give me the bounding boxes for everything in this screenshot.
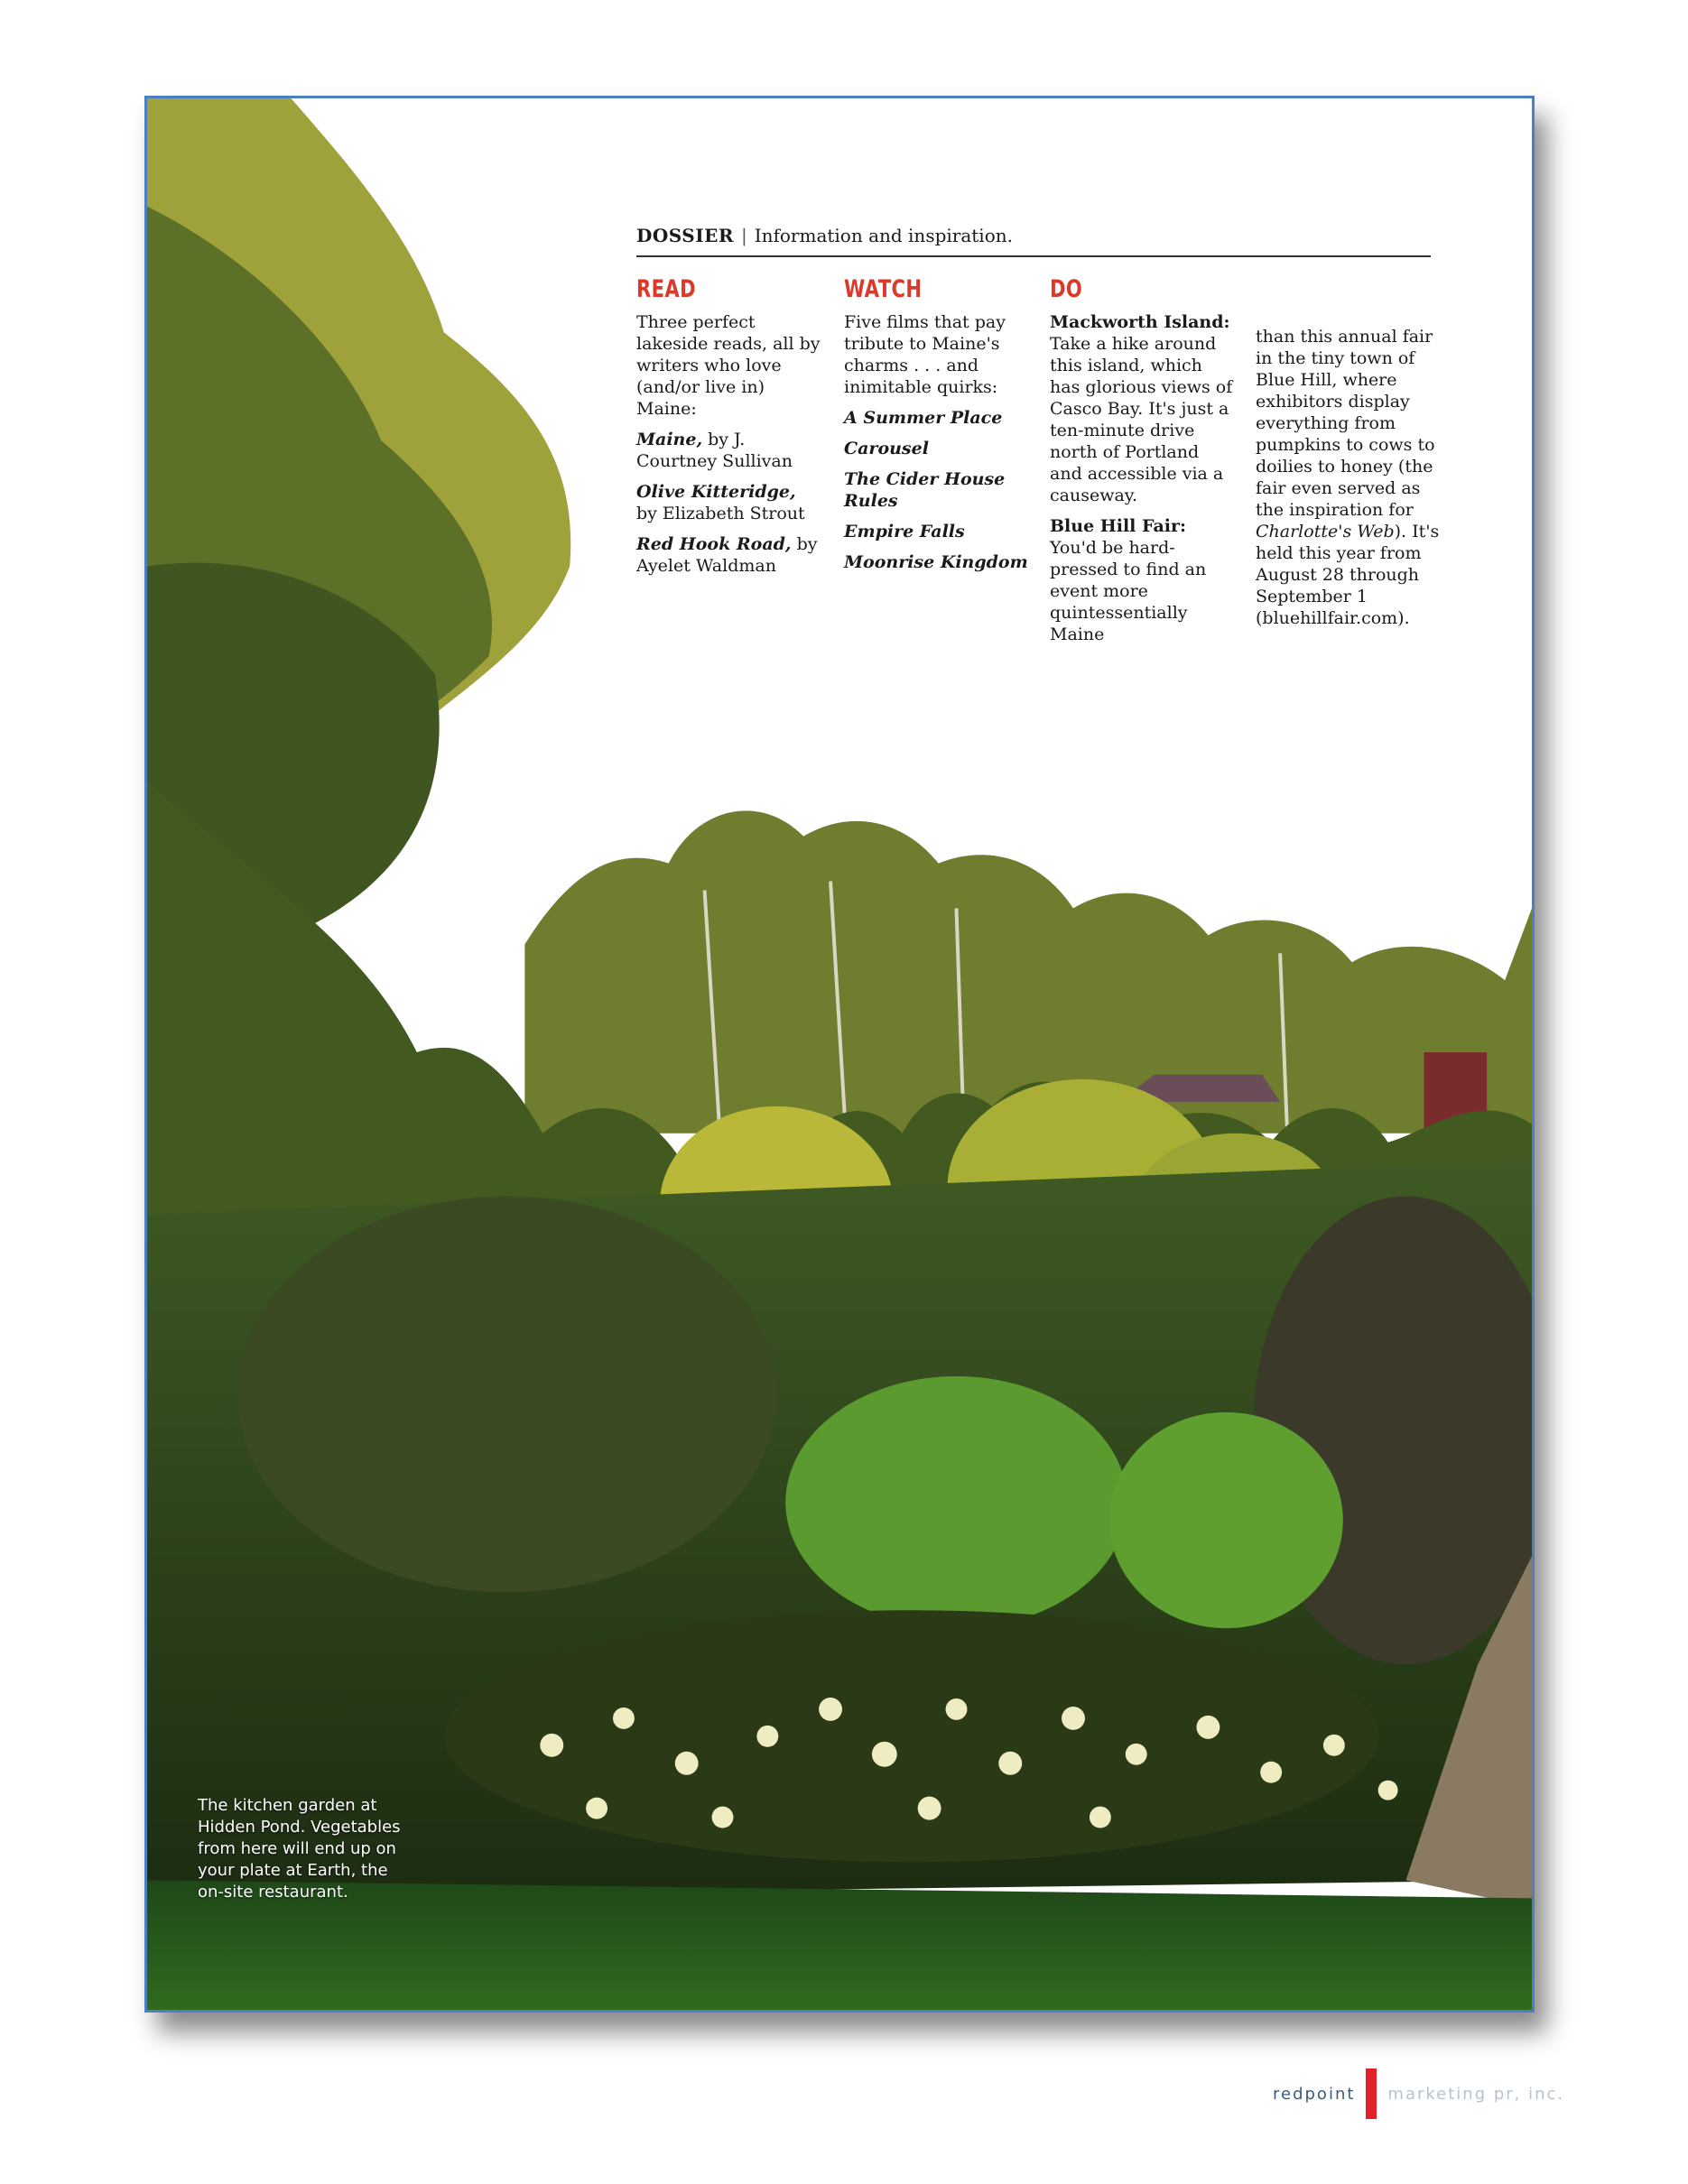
photo-caption: The kitchen garden at Hidden Pond. Vegetables from here will end up on your plate at Earth, the on-site restaurant. [198,1796,401,1902]
book-reference: Charlotte's Web [1256,522,1395,541]
header-tagline: Information and inspiration. [754,225,1013,246]
do-column-continued [1256,326,1441,638]
watch-column [844,275,1029,582]
book-item [636,481,821,524]
read-column [636,275,821,586]
film-title: A Summer Place [844,408,1003,428]
dossier-label: DOSSIER [636,225,734,246]
do-continued-text: than this annual fair in the tiny town of Blue Hill, where exhibitors display everything from pumpkins to cows to doilies to honey (the fair even served as the inspiration for Charlotte's Web). It's held this year from August 28 through September 1 (bluehillfair.com). [1256,327,1440,628]
footer-brand-left: redpoint [1273,2084,1356,2104]
book-title: Red Hook Road, [636,534,792,554]
do-column [1050,275,1235,654]
film-title: Carousel [844,439,929,458]
book-author: by J. Courtney Sullivan [636,430,793,471]
read-intro: Three perfect lakeside reads, all by writers who love (and/or live in) Maine: [636,312,821,419]
book-item [636,429,821,472]
film-title: Empire Falls [844,522,965,541]
do-item-blue-hill [1050,515,1235,645]
dossier-header [636,225,1431,257]
film-title: Moonrise Kingdom [844,552,1028,572]
watch-intro: Five films that pay tribute to Maine's charms . . . and inimitable quirks: [844,312,1006,397]
footer-divider-bar [1366,2068,1377,2119]
do-heading: DO [1050,275,1083,303]
book-item [636,533,821,577]
do-item-mackworth [1050,311,1235,506]
do-item-text: Take a hike around this island, which has glorious views of Casco Bay. It's just a ten-minute drive north of Portland and accessible via a causeway. [1050,334,1233,505]
do-item-lead: Blue Hill Fair: [1050,516,1187,536]
watch-heading: WATCH [844,275,923,303]
book-author: by Elizabeth Strout [636,504,805,523]
read-heading: READ [636,275,696,303]
book-title: Olive Kitteridge, [636,482,796,502]
film-title: The Cider House Rules [844,469,1006,511]
book-author: by Ayelet Waldman [636,534,818,576]
header-separator: | [740,225,747,246]
book-title: Maine, [636,430,703,449]
do-item-lead: Mackworth Island: [1050,312,1230,332]
footer-logo [1273,2068,1564,2119]
footer-brand-right: marketing pr, inc. [1387,2084,1565,2104]
do-item-text: You'd be hard-pressed to find an event more quintessentially Maine [1050,538,1207,644]
magazine-page [144,96,1535,2013]
